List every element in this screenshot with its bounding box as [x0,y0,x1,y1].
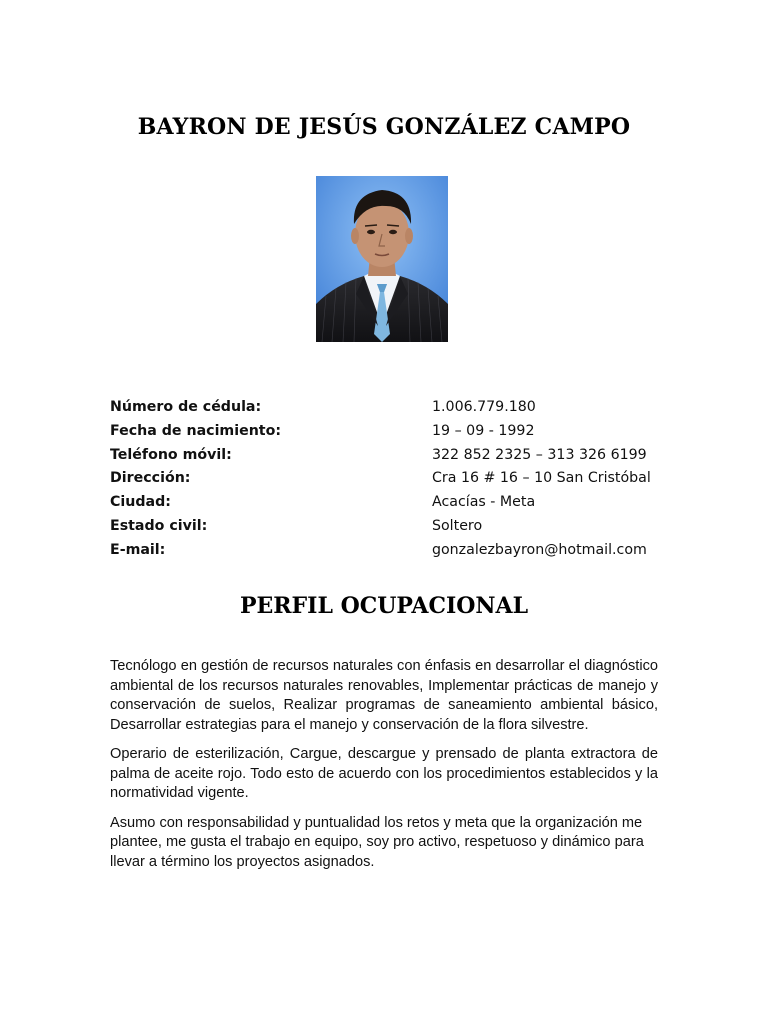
info-value: 19 – 09 - 1992 [432,422,535,439]
profile-paragraph: Asumo con responsabilidad y puntualidad los retos y meta que la organización me plantee, me gusta el trabajo en equipo, soy pro activo, respetuoso y dinámico para llevar a término los proyectos asignados. [110,814,644,870]
info-value: Cra 16 # 16 – 10 San Cristóbal [432,470,651,487]
profile-section-title: PERFIL OCUPACIONAL [239,593,529,619]
info-label: Dirección: [110,470,191,487]
info-row-marital-status [110,515,670,539]
profile-text [110,657,658,882]
info-row-birth-date [110,420,670,444]
info-value: 322 852 2325 – 313 326 6199 [432,446,647,463]
info-row-email [110,539,670,563]
info-row-city [110,491,670,515]
info-label: Teléfono móvil: [110,446,232,463]
info-value: 1.006.779.180 [432,399,536,415]
email-address: gonzalezbayron@hotmail.com [432,541,647,558]
info-row-id-number [110,396,670,420]
person-name: BAYRON DE JESÚS GONZÁLEZ CAMPO [137,114,631,140]
info-label: Fecha de nacimiento: [110,422,281,439]
info-label: Ciudad: [110,494,171,511]
info-row-mobile-phone [110,444,670,468]
info-value: Acacías - Meta [432,494,536,511]
info-value: Soltero [432,517,483,534]
profile-paragraph: Tecnólogo en gestión de recursos naturales con énfasis en desarrollar el diagnóstico ambiental de los recursos naturales renovables, Implementar prácticas de manejo y conservación de suelos, Realizar programas de saneamiento ambiental básico, Desarrollar estrategias para el manejo y conservación de la flora silvestre. [110,658,658,733]
info-label: E-mail: [110,541,166,558]
personal-info-list [110,396,670,563]
info-row-address [110,467,670,491]
portrait-photo [316,176,448,342]
info-label: Número de cédula: [110,399,262,415]
profile-paragraph: Operario de esterilización, Cargue, descargue y prensado de planta extractora de palma de aceite rojo. Todo esto de acuerdo con los procedimientos establecidos y la normatividad vigente. [110,746,658,801]
info-label: Estado civil: [110,517,208,534]
